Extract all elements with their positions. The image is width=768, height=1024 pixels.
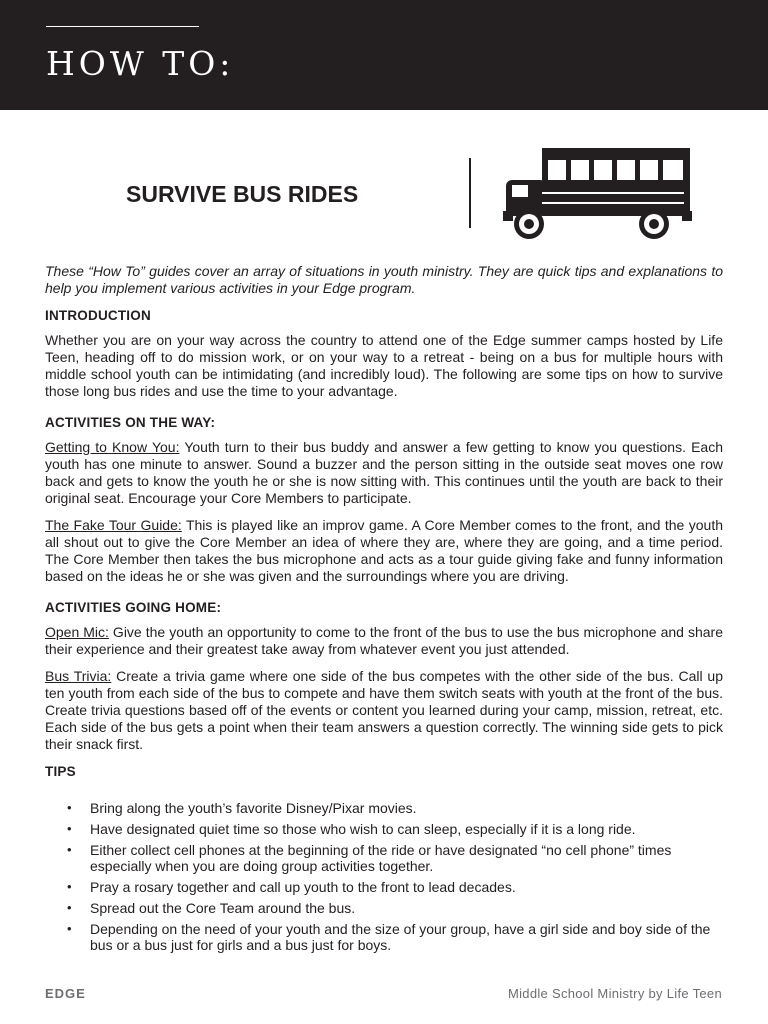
activity-label: Open Mic:	[45, 624, 109, 640]
activity-text: Youth turn to their bus buddy and answer a few getting to know you questions. Each youth has one minute to answer. Sound a buzzer and the person sitting in the outside seat moves one row back and gets to know the youth he or she is now sitting with. This continues until the youth are back to their original seat. Encourage your Core Members to participate.	[45, 439, 723, 506]
title-block	[0, 148, 768, 243]
bullet-icon: •	[67, 821, 72, 836]
bullet-icon: •	[67, 879, 72, 894]
title-divider	[469, 158, 471, 228]
bullet-icon: •	[67, 900, 72, 915]
activity-open-mic	[45, 624, 723, 658]
list-item: • Depending on the need of your youth and the size of your group, have a girl side and boy side of the bus or a bus just for girls and a bus just for boys.	[67, 921, 711, 953]
activity-text: Give the youth an opportunity to come to the front of the bus to use the bus microphone and share their experience and their greatest take away from whatever event you just attended.	[45, 624, 723, 657]
tips-list	[45, 800, 723, 953]
list-item: • Have designated quiet time so those who wish to can sleep, especially if it is a long ride.	[67, 821, 636, 837]
activity-label: Getting to Know You:	[45, 439, 180, 455]
activity-text: Create a trivia game where one side of the bus competes with the other side of the bus. Call up ten youth from each side of the bus to compete and have them switch seats with youth at the front of the bus. Create trivia questions based off of the events or content you learned during your camp, mission, retreat, etc. Each side of the bus gets a point when their team answers a question correctly. The winning side gets to pick their snack first.	[45, 668, 723, 752]
activity-getting-to-know-you	[45, 439, 723, 507]
edge-logo: EDGE	[45, 986, 86, 1001]
intro-paragraph: These “How To” guides cover an array of situations in youth ministry. They are quick tips and explanations to help you implement various activities in your Edge program.	[45, 263, 723, 296]
header-banner	[0, 0, 768, 110]
activity-fake-tour-guide	[45, 517, 723, 585]
list-item: • Pray a rosary together and call up youth to the front to lead decades.	[67, 879, 516, 895]
document-body	[45, 263, 723, 958]
document-title: SURVIVE BUS RIDES	[126, 181, 359, 207]
list-item: • Spread out the Core Team around the bus.	[67, 900, 356, 916]
on-the-way-heading: ACTIVITIES ON THE WAY:	[45, 415, 216, 430]
school-bus-icon	[500, 148, 695, 243]
activity-label: The Fake Tour Guide:	[45, 517, 182, 533]
header-title: HOW TO:	[46, 44, 235, 83]
activity-text: This is played like an improv game. A Core Member comes to the front, and the youth all shout out to give the Core Member an idea of where they are, where they are going, and a time period. The Core Member then takes the bus microphone and acts as a tour guide giving fake and funny information based on the ideas he or she was given and the surroundings where you are driving.	[45, 517, 723, 584]
introduction-heading: INTRODUCTION	[45, 308, 151, 323]
list-item: • Either collect cell phones at the beginning of the ride or have designated “no cell phone” times especially when you are doing group activities together.	[67, 842, 672, 874]
bullet-icon: •	[67, 800, 72, 815]
list-item: • Bring along the youth’s favorite Disney/Pixar movies.	[67, 800, 417, 816]
activity-bus-trivia	[45, 668, 723, 753]
introduction-paragraph: Whether you are on your way across the country to attend one of the Edge summer camps hosted by Life Teen, heading off to do mission work, or on your way to a retreat - being on a bus for multiple hours with middle school youth can be intimidating (and incredibly loud). The following are some tips on how to survive those long bus rides and use the time to your advantage.	[45, 332, 723, 399]
header-rule	[46, 26, 199, 27]
going-home-heading: ACTIVITIES GOING HOME:	[45, 600, 222, 615]
bullet-icon: •	[67, 921, 72, 936]
footer-credit: Middle School Ministry by Life Teen	[507, 986, 722, 1001]
tips-heading: TIPS	[45, 764, 76, 779]
activity-label: Bus Trivia:	[45, 668, 112, 684]
bullet-icon: •	[67, 842, 72, 857]
